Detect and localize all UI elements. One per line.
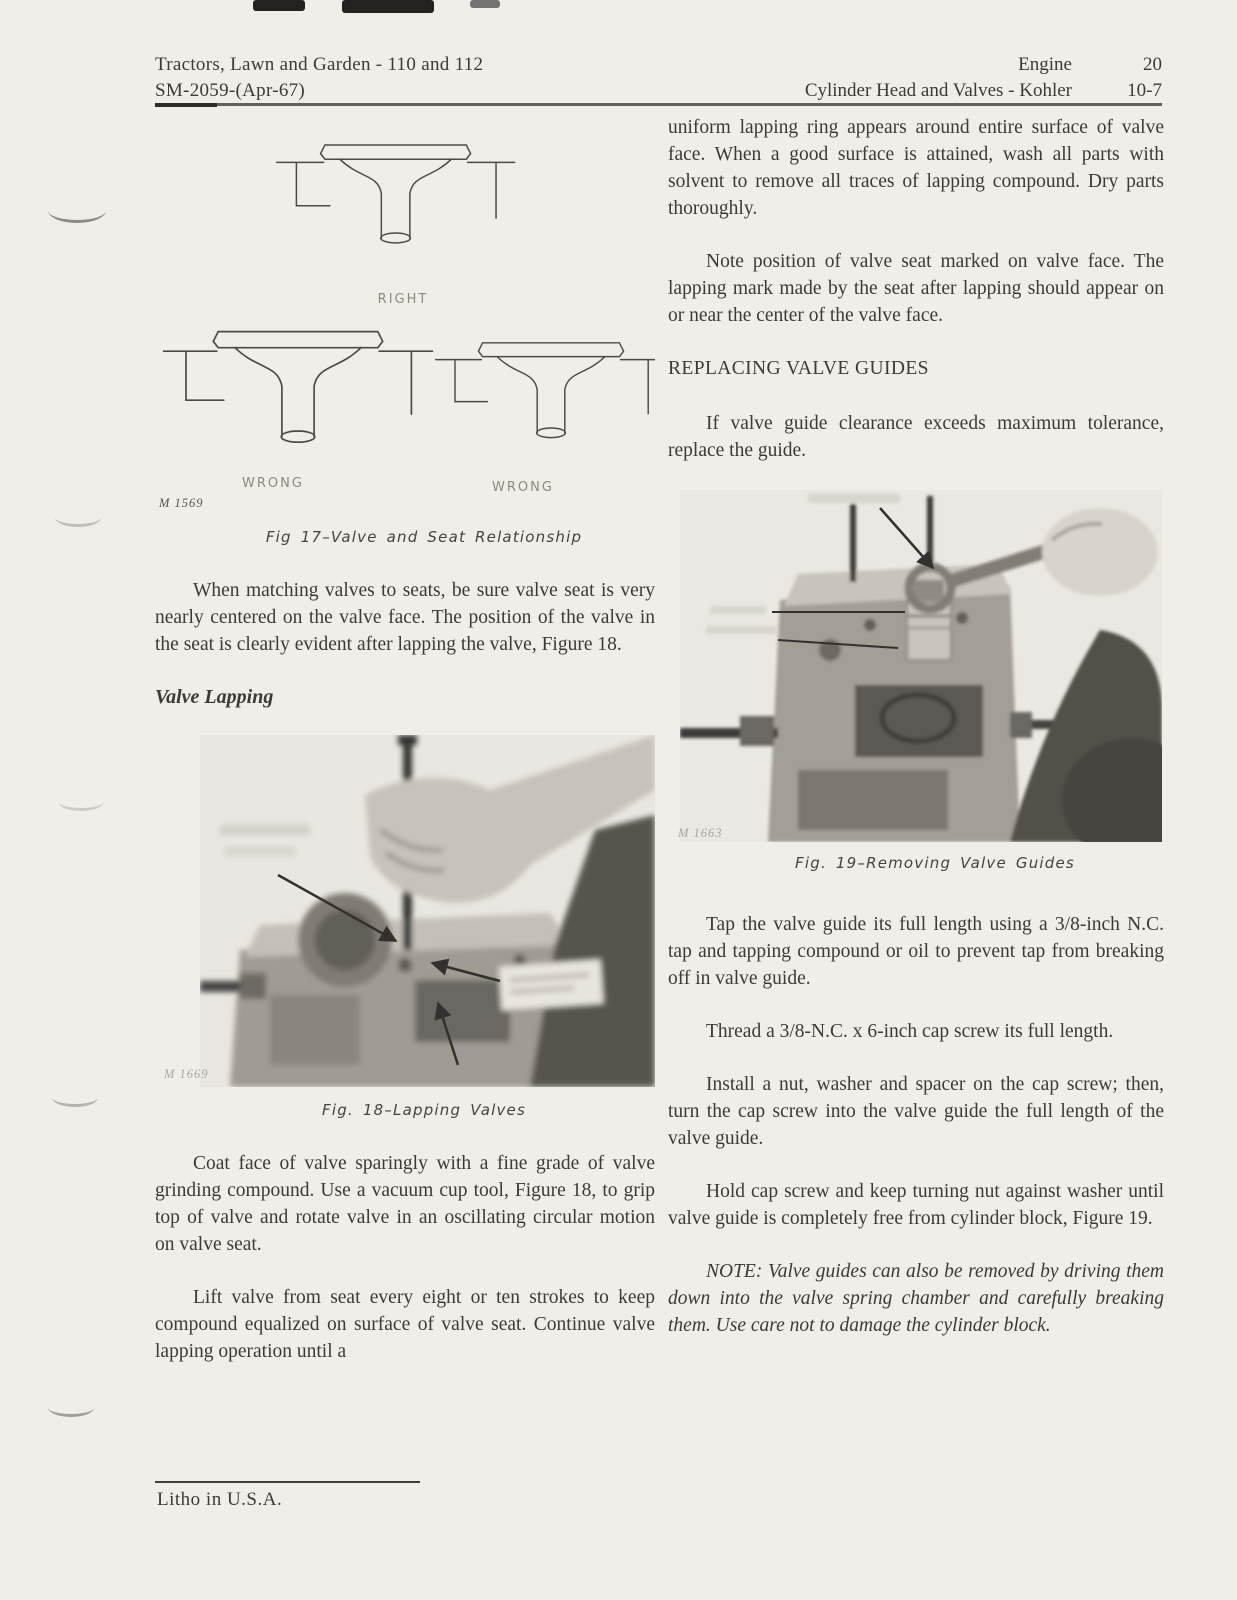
scan-artifact — [58, 792, 104, 811]
para-tap-guide: Tap the valve guide its full length using a 3/8-inch N.C. tap and tapping compound or oil to prevent tap from breaking off in valve guide. — [668, 914, 1164, 989]
scan-artifact — [55, 508, 101, 527]
manual-title: Tractors, Lawn and Garden - 110 and 112 — [155, 54, 484, 75]
para-uniform-lapping: uniform lapping ring appears around entire surface of valve face. When a good surface is attained, wash all parts with solvent to remove all traces of lapping compound. Dry parts thoroughly. — [668, 117, 1164, 219]
footer-rule — [155, 1481, 420, 1483]
section-name: Engine — [1018, 54, 1072, 75]
para-note-breaking: NOTE: Valve guides can also be removed by driving them down into the valve spring chamber and carefully breaking them. Use care not to damage the cylinder block. — [668, 1261, 1164, 1336]
heading-valve-lapping: Valve Lapping — [155, 686, 274, 708]
lapping-valves-photo — [200, 735, 655, 1087]
header-right — [692, 52, 1162, 104]
para-install-nut: Install a nut, washer and spacer on the cap screw; then, turn the cap screw into the valve guide the full length of the valve guide. — [668, 1074, 1164, 1149]
heading-replacing-valve-guides: REPLACING VALVE GUIDES — [668, 358, 929, 379]
right-column — [668, 114, 1164, 1365]
fig19-caption: Fig. 19–Removing Valve Guides — [795, 854, 1075, 872]
fig18-caption: Fig. 18–Lapping Valves — [322, 1101, 526, 1119]
left-column — [155, 118, 655, 1391]
fig17-label-right: RIGHT — [377, 292, 429, 307]
fig19-photo-id: M 1663 — [678, 826, 723, 840]
fig17-label-wrong-right: WRONG — [492, 480, 554, 495]
header-left — [155, 52, 483, 104]
fig17-label-wrong-left: WRONG — [242, 476, 304, 491]
header-rule-segment — [155, 103, 217, 107]
para-if-clearance: If valve guide clearance exceeds maximum tolerance, replace the guide. — [668, 413, 1164, 461]
fig17-caption: Fig 17–Valve and Seat Relationship — [265, 528, 583, 546]
para-coat-face: Coat face of valve sparingly with a fine grade of valve grinding compound. Use a vacuum cup tool, Figure 18, to grip top of valve and rotate valve in an oscillating circular motion on valve seat. — [155, 1153, 655, 1255]
manual-number: SM-2059-(Apr-67) — [155, 80, 306, 101]
para-note-position: Note position of valve seat marked on valve face. The lapping mark made by the seat after lapping should appear on or near the center of the valve face. — [668, 251, 1164, 326]
subsection-name: Cylinder Head and Valves - Kohler — [804, 80, 1072, 101]
header-rule — [155, 103, 1162, 106]
scan-smudge — [342, 0, 434, 13]
para-hold-capscrew: Hold cap screw and keep turning nut against washer until valve guide is completely free from cylinder block, Figure 19. — [668, 1181, 1164, 1229]
valve-seat-line-drawing — [155, 118, 655, 518]
subsection-page-number: 10-7 — [1127, 80, 1162, 101]
removing-valve-guides-photo — [680, 490, 1162, 842]
fig18-photo-id: M 1669 — [164, 1067, 209, 1081]
para-thread-capscrew: Thread a 3/8-N.C. x 6-inch cap screw its full length. — [706, 1021, 1114, 1042]
para-lift-valve: Lift valve from seat every eight or ten strokes to keep compound equalized on surface of valve seat. Continue valve lapping operation until a — [155, 1287, 655, 1362]
fig17-photo-id: M 1569 — [159, 496, 204, 510]
para-matching-valves: When matching valves to seats, be sure valve seat is very nearly centered on the valve face. The position of the valve in the seat is clearly evident after lapping the valve, Figure 18. — [155, 580, 655, 655]
section-page-number: 20 — [1143, 54, 1162, 75]
scan-smudge — [253, 0, 305, 11]
scan-artifact — [52, 1088, 98, 1107]
footer-litho: Litho in U.S.A. — [157, 1489, 283, 1510]
scan-smudge — [470, 0, 500, 8]
figure-17 — [155, 118, 655, 518]
figure-19 — [680, 490, 1162, 842]
scan-artifact — [48, 1398, 94, 1417]
page-header — [155, 52, 1162, 104]
figure-18 — [164, 735, 655, 1087]
scan-artifact — [48, 198, 106, 223]
